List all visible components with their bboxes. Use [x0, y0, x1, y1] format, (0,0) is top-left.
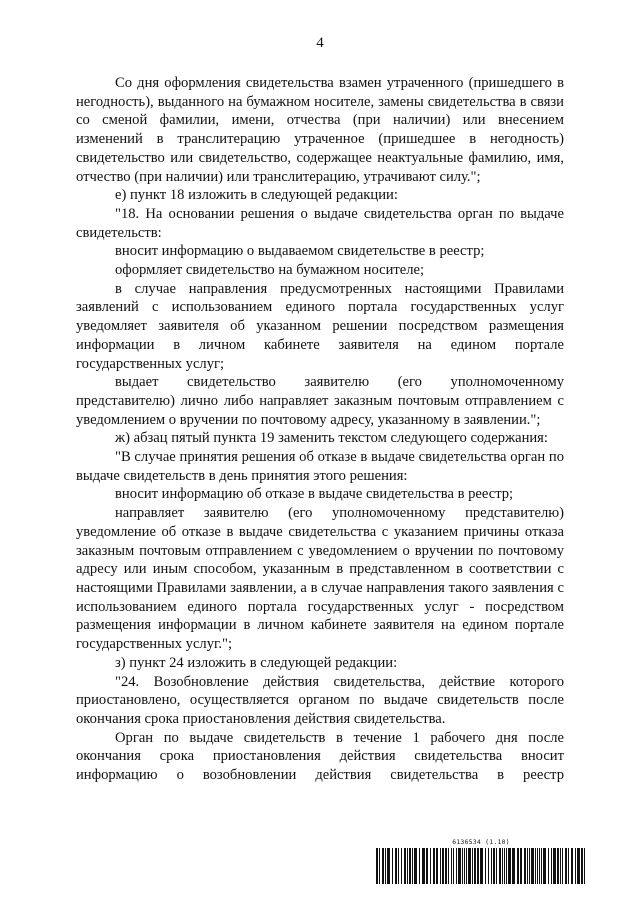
paragraph-clause-18-paper: оформляет свидетельство на бумажном носителе; — [115, 262, 425, 279]
paragraph-clause-19-registry: вносит информацию об отказе в выдаче свидетельства в реестр; — [115, 486, 514, 503]
paragraph-clause-18: "18. На основании решения о выдаче свидетельства орган по выдаче свидетельств: — [76, 205, 564, 241]
paragraph-clause-24-renewal: Орган по выдаче свидетельств в течение 1 рабочего дня после окончания срока приостановления действия свидетельства вносит информацию о возобновлении действия свидетельства в реестр — [76, 729, 564, 784]
paragraph-clause-19-refusal: "В случае принятия решения об отказе в выдаче свидетельства орган по выдаче свидетельств в день принятия этого решения: — [76, 449, 564, 484]
paragraph-clause-18-portal-notice: в случае направления предусмотренных настоящими Правилами заявлений с использованием единого портала государственных услуг уведомляет заявителя об указанном решении посредством размещения информации в личном кабинете заявителя на едином портале государственных услуг; — [76, 280, 564, 372]
barcode-caption: 6136534 (1.10) — [452, 838, 510, 846]
paragraph-item-e-intro: е) пункт 18 изложить в следующей редакции: — [115, 187, 398, 204]
paragraph-clause-18-delivery: выдает свидетельство заявителю (его уполномоченному представителю) лично либо направляет заказным почтовым отправлением с уведомлением о вручении по почтовому адресу, указанному в заявлении."; — [76, 374, 564, 428]
barcode-bars — [376, 848, 586, 884]
paragraph-certificate-invalidation: Со дня оформления свидетельства взамен утраченного (пришедшего в негодность), выданного на бумажном носителе, замены свидетельства в связи со сменой фамилии, имени, отчества (при наличии) или внесением изменений в транслитерацию утраченное (пришедшее в негодность) свидетельство или свидетельство, содержащее неактуальные фамилию, имя, отчество (при наличии) или транслитерацию, утрачивают силу."; — [76, 75, 564, 185]
paragraph-item-z-intro: з) пункт 24 изложить в следующей редакции: — [115, 654, 398, 671]
barcode-gap — [585, 848, 586, 884]
document-body — [76, 74, 564, 785]
paragraph-item-zh-intro: ж) абзац пятый пункта 19 заменить текстом следующего содержания: — [115, 430, 548, 447]
paragraph-clause-18-registry: вносит информацию о выдаваемом свидетельстве в реестр; — [115, 243, 485, 260]
document-barcode — [376, 838, 586, 886]
paragraph-clause-24: "24. Возобновление действия свидетельства, действие которого приостановлено, осуществляется органом по выдаче свидетельств после окончания срока приостановления действия свидетельства. — [76, 673, 564, 727]
page-number: 4 — [316, 35, 324, 51]
paragraph-clause-19-notice: направляет заявителю (его уполномоченному представителю) уведомление об отказе в выдаче свидетельства с указанием причины отказа заказным почтовым отправлением с уведомлением о вручении по почтовому адресу или иным способом, указанным в представленном в соответствии с настоящими Правилами заявлении, а в случае направления такого заявления с использованием единого портала государственных услуг - посредством размещения информации в личном кабинете заявителя на едином портале государственных услуг."; — [76, 505, 564, 653]
